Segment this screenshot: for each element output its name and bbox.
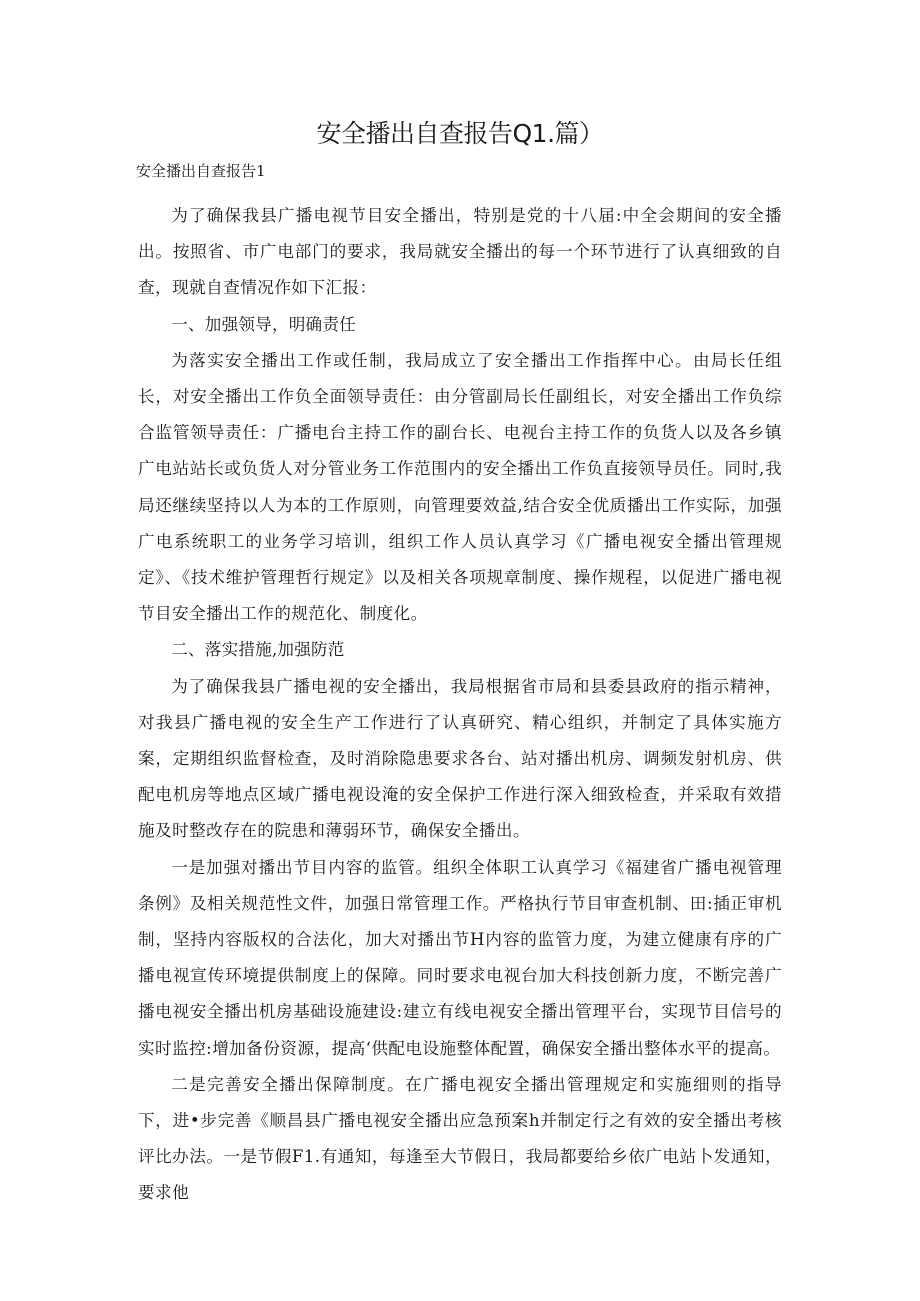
paragraph-measures: 为了确保我县广播电视的安全播出，我局根据省市局和县委县政府的指示精神，对我县广播电视的安全生产工作进行了认真研究、精心组织，并制定了具体实施方案，定期组织监督检查，及时消除隐患要求各台、站对播出机房、调频发射机房、供配电机房等地点区域广播电视设淹的安全保护工作进行深入细致检查，并采取有效措施及时整改存在的院患和薄弱环节，确保安全播出。: [138, 676, 782, 841]
paragraph-content-supervision: 一是加强对播出节目内容的监管。组织全体职工认真学习《福建省广播电视管理条例》及相关规范性文件，加强日常管理工作。严格执行节目审查机制、田:插正审机制，坚持内容版权的合法化，加大对播出节H内容的监管力度，为建立健康有序的广播电视宣传环境提供制度上的保障。同时要求电视台加大科技创新力度，不断完善广播电视安全播出机房基础设施建设:建立有线电视安全播出管理平台，实现节目信号的实时监控:增加备份资源，提高‘供配电设施整体配置，确保安全播出整体水平的提高。: [138, 857, 782, 1058]
document-subtitle: 安全播出自查报告1: [136, 162, 266, 180]
section-heading-1: 一、加强领导，明确责任: [171, 314, 356, 334]
document-title: 安全播出自查报告Q1.篇）: [316, 119, 604, 148]
paragraph-intro: 为了确保我县广播电视节目安全播出，特别是党的十八届:中全会期间的安全播出。按照省、市广电部门的要求，我局就安全播出的每一个环节进行了认真细致的自查，现就自查情况作如下汇报：: [138, 206, 782, 298]
section-heading-2: 二、落实措施,加强防范: [171, 640, 345, 660]
document-body: [138, 198, 782, 1212]
paragraph-leadership: 为落实安全播出工作或任制，我局成立了安全播出工作指挥中心。由局长任组长，对安全播出工作负全面领导责任：由分管副局长任副组长，对安全播出工作负综合监管领导责任：广播电台主持工作的副台长、电视台主持工作的负货人以及各乡镇广电站站长或负货人对分管业务工作范围内的安全播出工作负直接领导员任。同时,我局还继续坚持以人为本的工作原则，向管理要效益,结合安全优质播出工作实际，加强广电系统职工的业务学习培训，组织工作人员认真学习《广播电视安全播出管理规定》、《技术维护管理哲行规定》以及相关各项规章制度、操作规程，以促进广播电视节目安全播出工作的规范化、制度化。: [138, 350, 782, 624]
paragraph-safeguard-system: 二是完善安全播出保障制度。在广播电视安全播出管理规定和实施细则的指导下，进•步完善《顺昌县广播电视安全播出应急预案h并制定行之有效的安全播出考核评比办法。一是节假F1.有通知，每逢至大节假日，我局都要给乡依广电站卜发通知，要求他: [138, 1074, 782, 1203]
